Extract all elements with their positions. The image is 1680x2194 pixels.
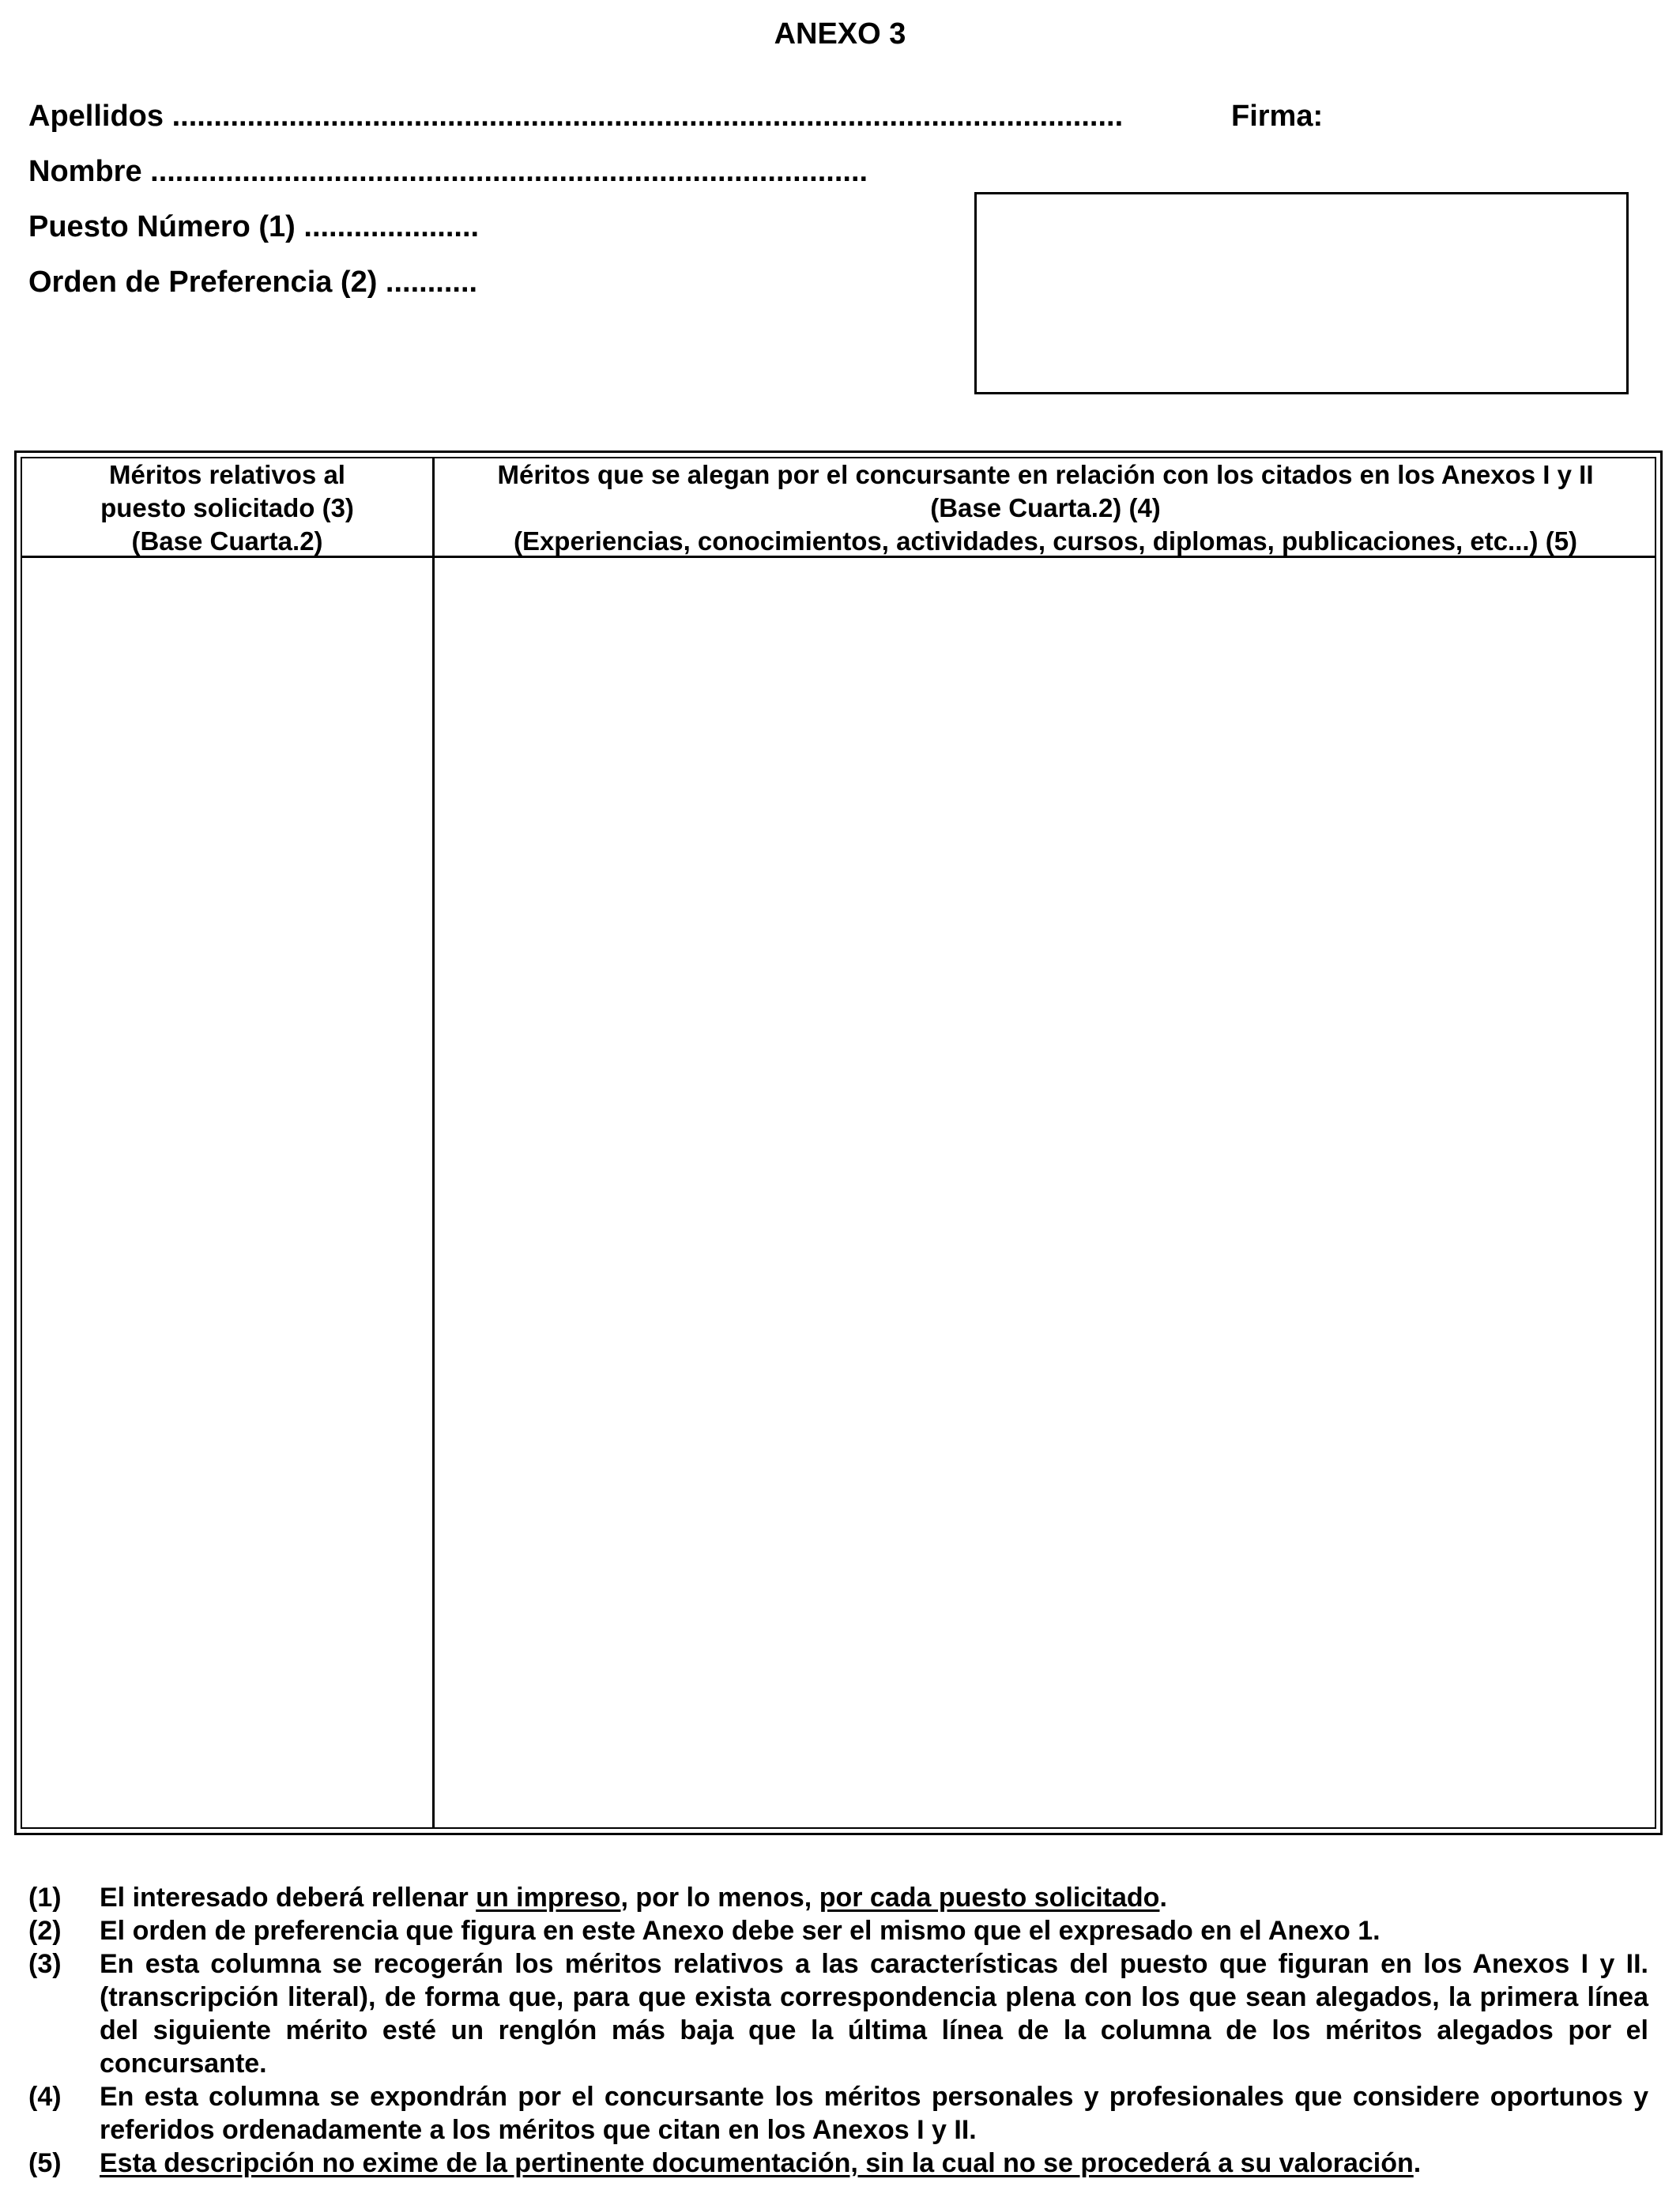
column-header-meritos-alegados xyxy=(436,458,1655,558)
footnote-number: (4) xyxy=(28,2082,62,2112)
orden-preferencia-field[interactable]: Orden de Preferencia (2) ........... xyxy=(28,266,478,299)
apellidos-field[interactable]: Apellidos .................................................................................................................. xyxy=(28,100,1124,133)
footnote-text: , por lo menos, xyxy=(620,1883,819,1913)
footnote-1 xyxy=(100,1881,1648,1914)
header-line: Méritos que se alegan por el concursante en relación con los citados en los Anexos I y II xyxy=(497,460,1594,489)
column-header-meritos-relativos xyxy=(22,458,432,558)
footnote-text: . xyxy=(1159,1883,1167,1913)
column-divider xyxy=(432,457,435,1829)
footnote-3: En esta columna se recogerán los méritos relativos a las características del puesto que figuran en los Anexos I y II. (transcripción literal), de forma que, para que exista correspondencia plena con los que sean alegados, la primera línea del siguiente mérito esté un renglón más baja que la última línea de la columna de los méritos alegados por el concursante. xyxy=(100,1949,1648,2079)
footnote-underlined-text: Esta descripción no exime de la pertinente documentación, sin la cual no se procederá a su valoración xyxy=(100,2148,1414,2178)
signature-box[interactable] xyxy=(974,192,1629,394)
footnote-number: (2) xyxy=(28,1916,62,1946)
header-line: puesto solicitado (3) xyxy=(100,493,354,522)
footnote-2: El orden de preferencia que figura en este Anexo debe ser el mismo que el expresado en el Anexo 1. xyxy=(100,1916,1381,1946)
footnote-number: (3) xyxy=(28,1949,62,1979)
footnote-number: (5) xyxy=(28,2148,62,2178)
header-line: Méritos relativos al xyxy=(109,460,345,489)
footnote-underlined-text: un impreso xyxy=(476,1883,621,1913)
header-line: (Base Cuarta.2) (4) xyxy=(930,493,1161,522)
page-title: ANEXO 3 xyxy=(774,17,906,51)
meritos-relativos-cell[interactable] xyxy=(22,560,431,1827)
footnote-number: (1) xyxy=(28,1883,62,1913)
header-line: (Base Cuarta.2) xyxy=(131,526,323,556)
puesto-numero-field[interactable]: Puesto Número (1) ..................... xyxy=(28,210,480,243)
footnote-5 xyxy=(100,2147,1648,2180)
header-line: (Experiencias, conocimientos, actividades, cursos, diplomas, publicaciones, etc...) (5) xyxy=(513,526,1578,556)
footnote-text: . xyxy=(1413,2148,1422,2178)
footnote-4: En esta columna se expondrán por el concursante los méritos personales y profesionales que considere oportunos y referidos ordenadamente a los méritos que citan en los Anexos I y II. xyxy=(100,2082,1648,2145)
meritos-alegados-cell[interactable] xyxy=(436,560,1655,1827)
nombre-field[interactable]: Nombre ...................................................................................... xyxy=(28,155,868,188)
footnote-text: El interesado deberá rellenar xyxy=(100,1883,477,1913)
footnote-underlined-text: por cada puesto solicitado xyxy=(819,1883,1160,1913)
firma-label: Firma: xyxy=(1231,100,1324,133)
